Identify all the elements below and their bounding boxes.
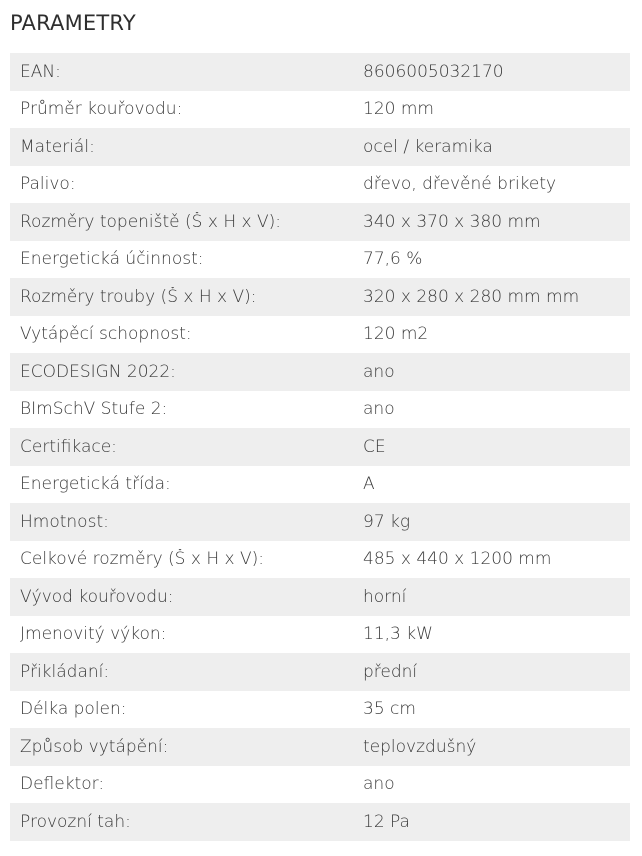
parameter-value: CE (363, 436, 386, 457)
parameter-label: Celkové rozměry (Š x H x V): (20, 549, 264, 570)
parameter-row (10, 803, 630, 841)
parameter-row (10, 653, 630, 691)
parameter-value: 77,6 % (363, 249, 423, 270)
parameter-row (10, 503, 630, 541)
parameter-value: 12 Pa (363, 811, 410, 832)
parameter-row (10, 128, 630, 166)
parameter-label: Jmenovitý výkon: (20, 624, 167, 645)
parameter-label: Energetická účinnost: (20, 249, 204, 270)
parameter-value: 120 mm (363, 99, 434, 120)
parameter-value: ano (363, 399, 395, 420)
parameter-label: Délka polen: (20, 699, 127, 720)
parameter-row (10, 728, 630, 766)
parameter-value: 320 x 280 x 280 mm mm (363, 286, 580, 307)
parameter-label: BImSchV Stufe 2: (20, 399, 168, 420)
parameter-label: Způsob vytápění: (20, 736, 169, 757)
parameter-row (10, 316, 630, 354)
parameter-row (10, 578, 630, 616)
parameter-label: Energetická třída: (20, 474, 171, 495)
parameter-row (10, 391, 630, 429)
parameter-row (10, 241, 630, 279)
parameter-label: Přikládaní: (20, 661, 110, 682)
parameter-row (10, 53, 630, 91)
parameter-value: teplovzdušný (363, 736, 477, 757)
parameter-label: Deflektor: (20, 774, 105, 795)
parameter-row (10, 466, 630, 504)
parameter-label: Průměr kouřovodu: (20, 99, 183, 120)
parameter-row (10, 428, 630, 466)
parameter-value: přední (363, 661, 418, 682)
parameter-value: ano (363, 361, 395, 382)
parameter-row (10, 353, 630, 391)
parameter-value: horní (363, 586, 407, 607)
parameters-table (10, 53, 630, 841)
parameter-row (10, 203, 630, 241)
parameter-label: Vývod kouřovodu: (20, 586, 174, 607)
parameter-value: 97 kg (363, 511, 411, 532)
parameter-value: 35 cm (363, 699, 416, 720)
parameter-row (10, 691, 630, 729)
parameter-label: Hmotnost: (20, 511, 109, 532)
parameter-label: Provozní tah: (20, 811, 131, 832)
parameter-label: Vytápěcí schopnost: (20, 324, 192, 345)
parameter-row (10, 278, 630, 316)
parameter-label: Materiál: (20, 136, 95, 157)
section-title: PARAMETRY (10, 11, 136, 35)
parameter-label: Rozměry topeniště (Š x H x V): (20, 211, 281, 232)
parameter-label: EAN: (20, 61, 61, 82)
parameter-row (10, 616, 630, 654)
parameter-label: Palivo: (20, 174, 76, 195)
parameter-row (10, 91, 630, 129)
parameter-label: Rozměry trouby (Š x H x V): (20, 286, 257, 307)
parameter-value: ano (363, 774, 395, 795)
parameter-row (10, 166, 630, 204)
parameter-value: A (363, 474, 375, 495)
parameter-value: dřevo, dřevěné brikety (363, 174, 557, 195)
parameter-value: 340 x 370 x 380 mm (363, 211, 541, 232)
parameter-value: 11,3 kW (363, 624, 433, 645)
parameter-row (10, 766, 630, 804)
parameter-value: 485 x 440 x 1200 mm (363, 549, 552, 570)
parameter-label: Certifikace: (20, 436, 117, 457)
parameter-value: ocel / keramika (363, 136, 493, 157)
parameter-label: ECODESIGN 2022: (20, 361, 176, 382)
parameter-value: 120 m2 (363, 324, 429, 345)
parameter-value: 8606005032170 (363, 61, 504, 82)
parameter-row (10, 541, 630, 579)
